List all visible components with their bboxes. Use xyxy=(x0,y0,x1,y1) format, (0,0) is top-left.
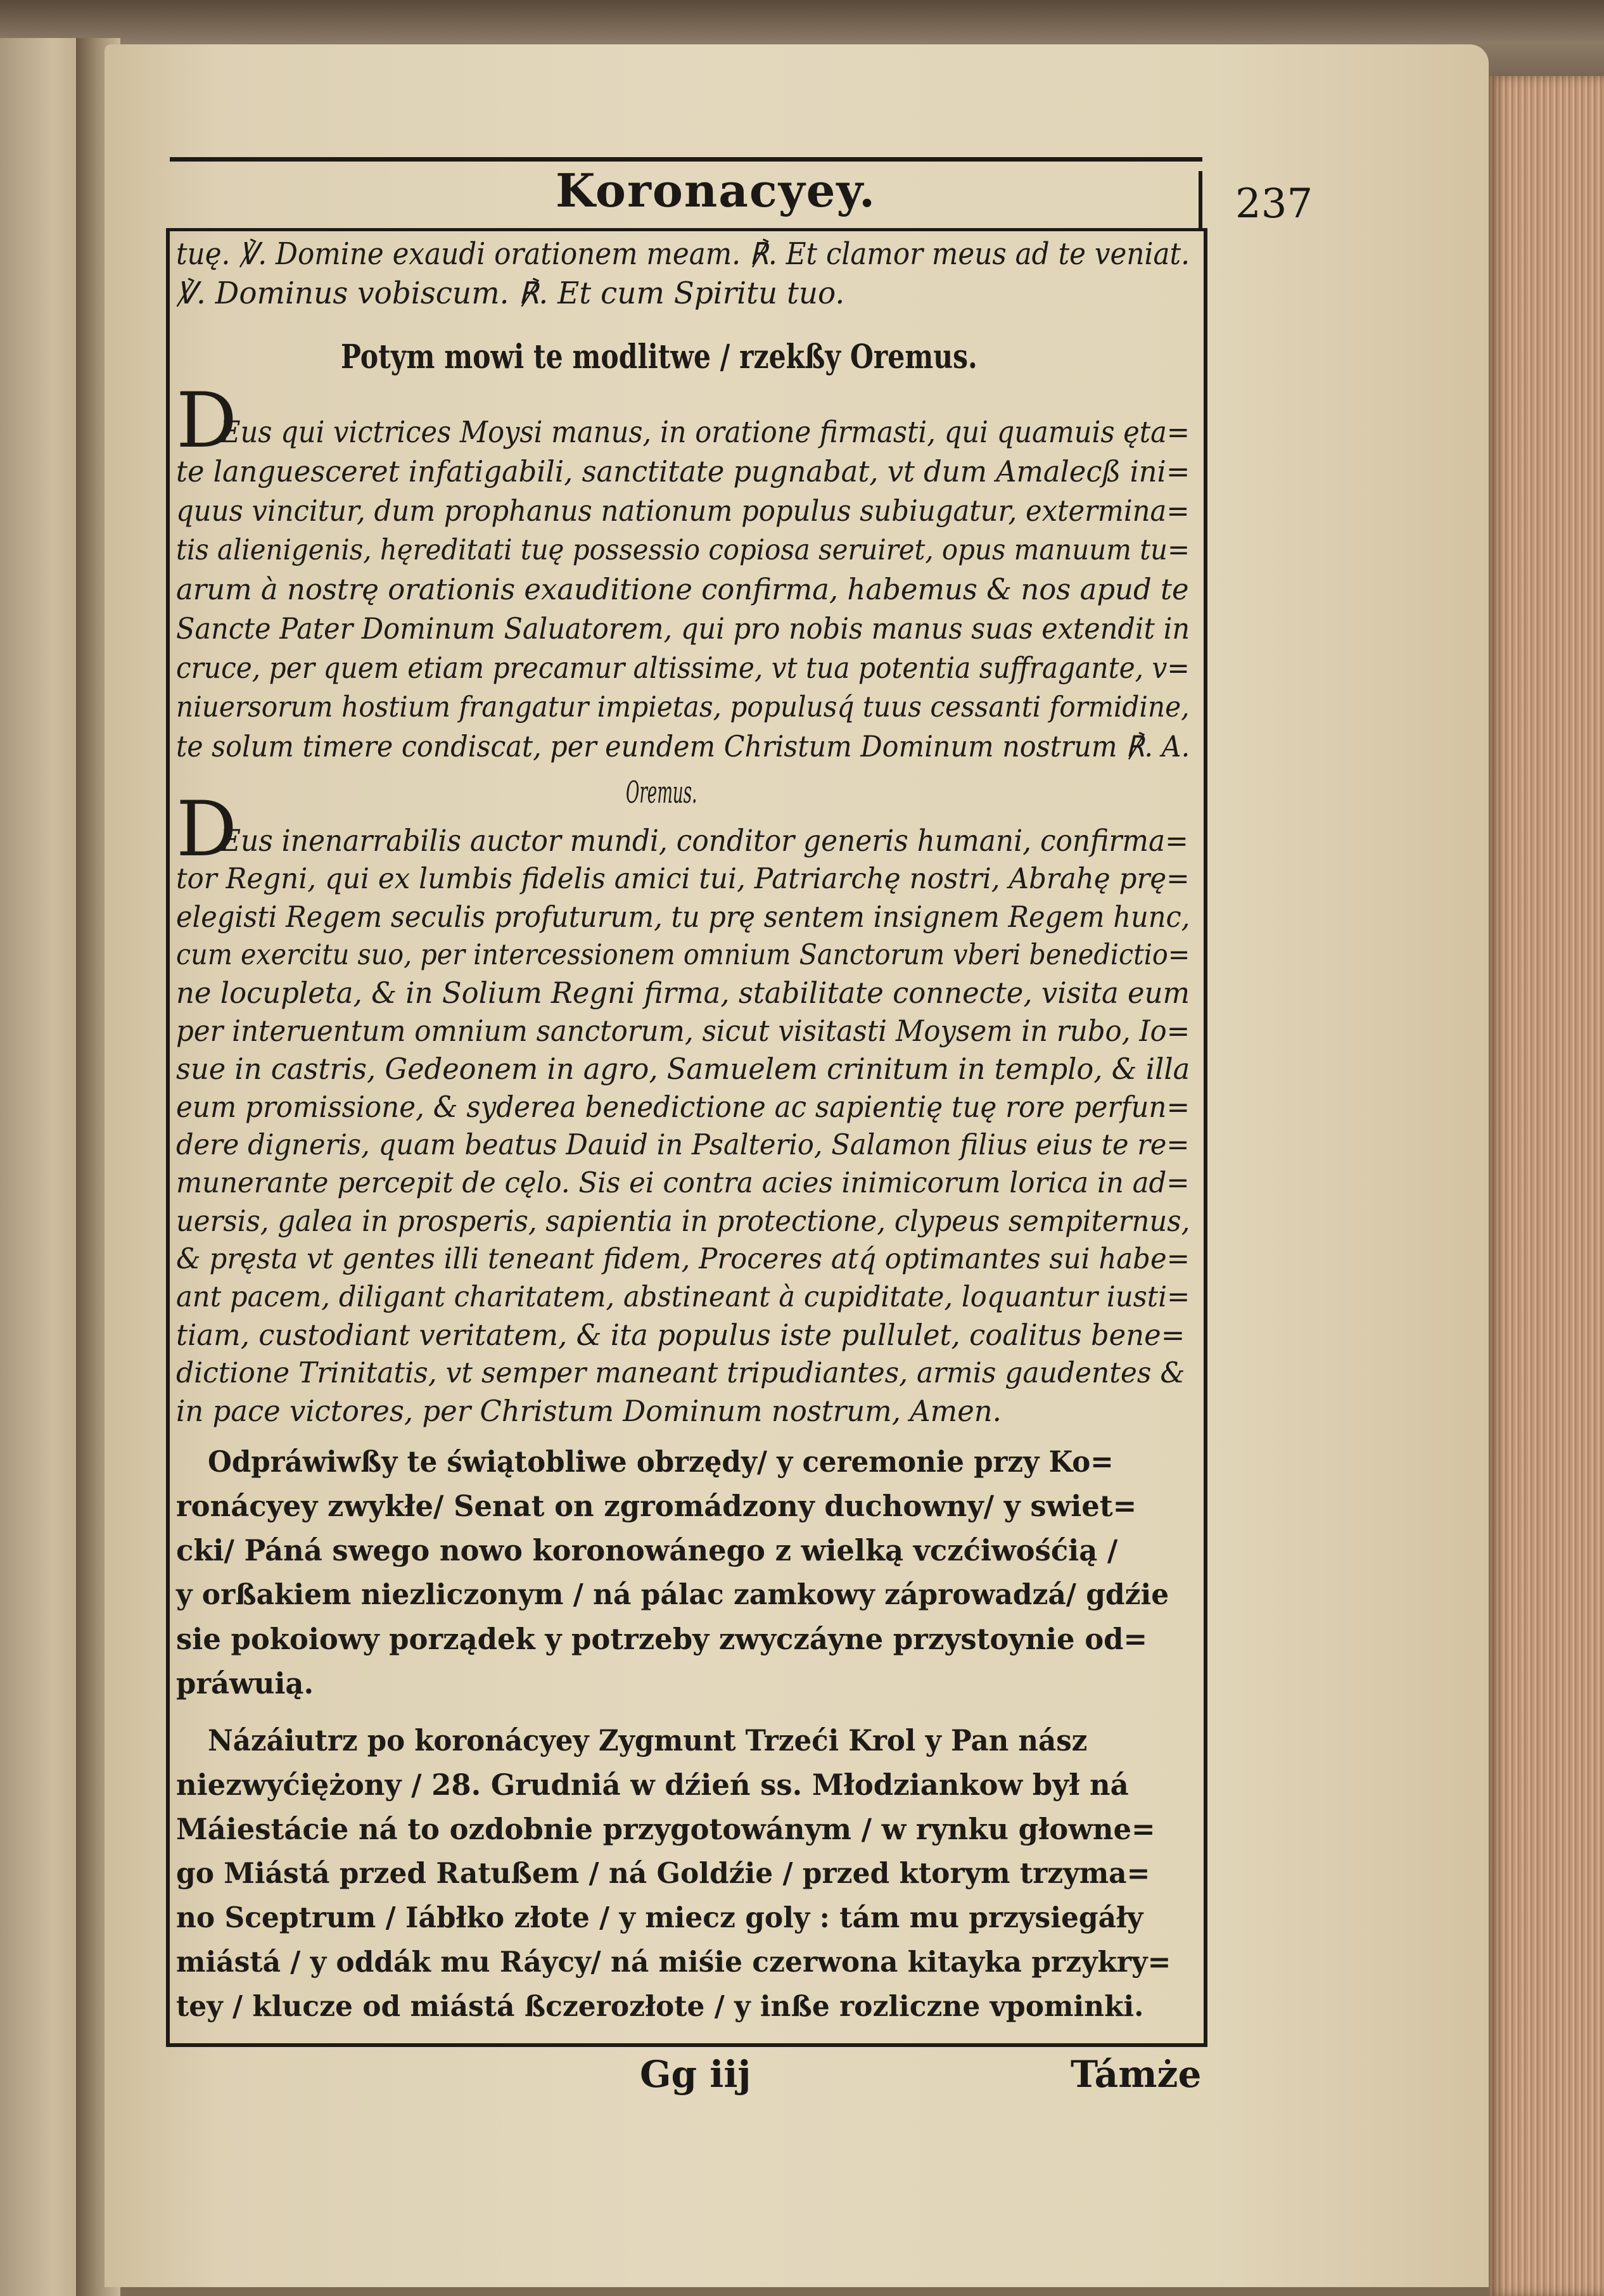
signature-mark: Gg iij xyxy=(640,2053,751,2096)
prayer-line: in pace victores, per Christum Dominum nostrum, Amen. xyxy=(176,1394,1002,1428)
prayer-line: cum exercitu suo, per intercessionem omnium Sanctorum vberi benedictio= xyxy=(176,938,1190,971)
paragraph-line: cki/ Páná swego nowo koronowánego z wielką vczćiwośćią / xyxy=(176,1533,1118,1567)
paragraph-line: Odpráwiwßy te świątobliwe obrzędy/ y ceremonie przy Ko= xyxy=(208,1445,1114,1479)
prayer-line: Sancte Pater Dominum Saluatorem, qui pro nobis manus suas extendit in xyxy=(176,611,1190,646)
running-head: Koronacyey. xyxy=(555,163,877,217)
prayer-line: dictione Trinitatis, vt semper maneant tripudiantes, armis gaudentes & xyxy=(176,1356,1185,1389)
prayer-line: te languesceret infatigabili, sanctitate pugnabat, vt dum Amalecß ini= xyxy=(176,454,1190,488)
prayer-line: tor Regni, qui ex lumbis fidelis amici tui, Patriarchę nostri, Abrahę prę= xyxy=(176,862,1190,895)
header-separator xyxy=(1199,171,1202,228)
prayer-line: elegisti Regem seculis profuturum, tu prę sentem insignem Regem hunc, xyxy=(176,900,1190,934)
paragraph-line: miástá / y oddák mu Ráycy/ ná miśie czerwona kitayka przykry= xyxy=(176,1945,1171,1979)
oremus-label: Oremus. xyxy=(626,775,697,810)
prayer-line: te solum timere condiscat, per eundem Christum Dominum nostrum ℟. A. xyxy=(176,729,1190,763)
prayer-line: niuersorum hostium frangatur impietas, populusq́ tuus cessanti formidine, xyxy=(176,690,1190,724)
prayer-line: arum à nostrę orationis exauditione confirma, habemus & nos apud te xyxy=(176,572,1189,606)
paragraph-line: niezwyćiężony / 28. Grudniá w dźień ss. Młodziankow był ná xyxy=(176,1768,1129,1802)
prayer-line: munerante percepit de cęlo. Sis ei contra acies inimicorum lorica in ad= xyxy=(176,1166,1190,1199)
paragraph-line: Máiestácie ná to ozdobnie przygotowánym / w rynku głowne= xyxy=(176,1812,1155,1846)
paragraph-line: Názáiutrz po koronácyey Zygmunt Trzeći Krol y Pan nász xyxy=(208,1723,1088,1757)
prayer-line: sue in castris, Gedeonem in agro, Samuelem crinitum in templo, & illa xyxy=(176,1052,1190,1086)
paragraph-line: no Sceptrum / Iábłko złote / y miecz goly : tám mu przysiegáły xyxy=(176,1901,1143,1934)
prayer-line: per interuentum omnium sanctorum, sicut visitasti Moysem in rubo, Io= xyxy=(176,1014,1190,1048)
prayer-line: Eus inenarrabilis auctor mundi, conditor generis humani, confirma= xyxy=(220,824,1188,858)
drop-cap: D xyxy=(176,377,238,465)
paragraph-line: go Miástá przed Ratußem / ná Goldźie / przed ktorym trzyma= xyxy=(176,1856,1150,1890)
versicle-line: ℣. Dominus vobiscum. ℟. Et cum Spiritu tuo. xyxy=(176,276,845,311)
page-number: 237 xyxy=(1235,181,1313,227)
prayer-line: tiam, custodiant veritatem, & ita populus iste pullulet, coalitus bene= xyxy=(176,1318,1185,1352)
paragraph-line: práwuią. xyxy=(176,1666,314,1700)
header-rule xyxy=(170,157,1202,162)
page-fore-edge xyxy=(1489,76,1604,2296)
prayer-line: Eus qui victrices Moysi manus, in oratione firmasti, qui quamuis ęta= xyxy=(220,415,1190,450)
prayer-line: & pręsta vt gentes illi teneant fidem, Proceres atq́ optimantes sui habe= xyxy=(176,1242,1190,1275)
prayer-line: quus vincitur, dum prophanus nationum populus subiugatur, extermina= xyxy=(176,494,1190,528)
paragraph-line: ronácyey zwykłe/ Senat on zgromádzony duchowny/ y swiet= xyxy=(176,1489,1137,1523)
paragraph-line: tey / klucze od miástá ßczerozłote / y inße rozliczne vpominki. xyxy=(176,1989,1144,2023)
prayer-line: uersis, galea in prosperis, sapientia in protectione, clypeus sempiternus, xyxy=(176,1204,1190,1238)
catchword: Támże xyxy=(1071,2053,1202,2096)
drop-cap: D xyxy=(176,786,238,874)
paragraph-line: sie pokoiowy porządek y potrzeby zwyczáyne przystoynie od= xyxy=(176,1622,1148,1656)
section-heading: Potym mowi te modlitwe / rzekßy Oremus. xyxy=(341,338,977,376)
prayer-line: ant pacem, diligant charitatem, abstineant à cupiditate, loquantur iusti= xyxy=(176,1280,1190,1313)
paragraph-line: y orßakiem niezliczonym / ná pálac zamkowy záprowadzá/ gdźie xyxy=(176,1578,1169,1611)
prayer-line: eum promissione, & syderea benedictione ac sapientię tuę rore perfun= xyxy=(176,1090,1190,1124)
prayer-line: dere digneris, quam beatus Dauid in Psalterio, Salamon filius eius te re= xyxy=(176,1128,1190,1161)
versicle-line: tuę. ℣. Domine exaudi orationem meam. ℟. Et clamor meus ad te veniat. xyxy=(176,236,1190,272)
text-block xyxy=(166,228,1207,2047)
prayer-line: tis alienigenis, hęreditati tuę possessio copiosa seruiret, opus manuum tu= xyxy=(176,533,1190,566)
prayer-line: ne locupleta, & in Solium Regni firma, stabilitate connecte, visita eum xyxy=(176,976,1190,1010)
prayer-line: cruce, per quem etiam precamur altissime, vt tua potentia suffragante, v= xyxy=(176,651,1190,685)
